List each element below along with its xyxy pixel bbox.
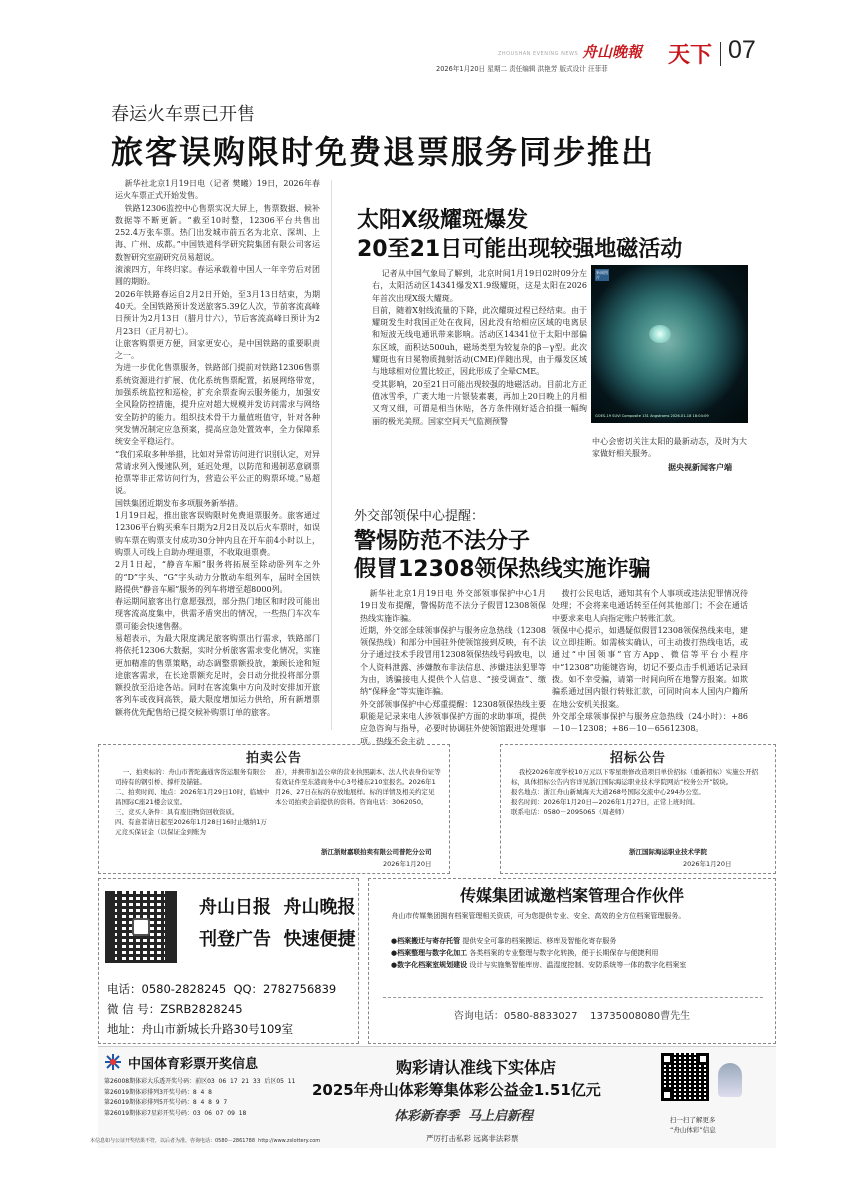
- image-caption: GOES-19 SUVI Composite 131 Angstroms 2026-01-18 18:04:09: [595, 414, 709, 418]
- tender-notice: [500, 744, 776, 874]
- lottery-ad-line2: 2025年舟山体彩筹集体彩公益金1.51亿元: [312, 1081, 601, 1099]
- dateline: 2026年1月20日 星期二 责任编辑 洪艳芳 版式设计 汪菲菲: [436, 65, 608, 73]
- archive-item: ●档案整理与数字化加工 各类档案的专业整理与数字化转换，便于长期保存与便捷利用: [391, 949, 659, 957]
- article1-headline: 旅客误购限时免费退票服务同步推出: [111, 133, 656, 171]
- article1-kicker: 春运火车票已开售: [111, 104, 255, 125]
- lottery-disclaimer: 本信息如与公证开奖结果不符，以后者为准。咨询电话：0580－2861788 http://www.zslottery.com: [90, 1138, 321, 1144]
- archive-items: [391, 935, 767, 971]
- qr-caption-2: “舟山体彩”信息: [670, 1126, 716, 1134]
- article2-headline-line1: 太阳X级耀斑爆发: [357, 208, 528, 233]
- auction-signer: 浙江浙财嘉联拍卖有限公司普陀分公司: [321, 848, 432, 856]
- tender-title: 招标公告: [609, 751, 666, 766]
- archive-ad: [368, 878, 776, 1044]
- tender-body: 我校2026年度学校10万元以下零星维修改造项目单价招标（重新招标）实施公开招标，具体招标公告内容详见浙江国际海运职业技术学院网站“校务公开”版块。 报名地点：浙江舟山新城海天大道268号国际交流中心294办公室。 报名时间：2026年1月20日—2026年1月27日，正常上班时间。 联系电话：0580－2095065（周老师）: [511, 768, 759, 816]
- article3-headline-line2: 假冒12308领保热线实施诈骗: [354, 557, 651, 582]
- page-header: [436, 36, 786, 73]
- qr-corner: [661, 1053, 673, 1065]
- column-divider: [331, 180, 332, 730]
- article2-credit: 据央视新闻客户端: [668, 463, 732, 472]
- paper-phone: 电话：0580-2828245 QQ：2782756839: [107, 982, 337, 996]
- article2-headline-line2: 20至21日可能出现较强地磁活动: [357, 237, 683, 262]
- tender-date: 2026年1月20日: [683, 860, 732, 868]
- article1-body-block: [115, 178, 320, 719]
- lottery-ad-line3: 体彩新春季 马上启新程: [394, 1109, 534, 1124]
- lottery-result-line: 第26008期体彩大乐透开奖号码：前区03 06 17 21 33 后区05 11: [104, 1078, 296, 1085]
- article3-headline-line1: 警惕防范不法分子: [354, 529, 531, 554]
- article2-body-tail: 中心会密切关注太阳的最新动态，及时为大家做好相关服务。: [592, 437, 747, 459]
- auction-date: 2026年1月20日: [383, 860, 432, 868]
- article3-kicker: 外交部领保中心提醒：: [354, 509, 485, 524]
- lottery-result-line: 第26019期体彩7星彩开奖号码：03 06 07 09 18: [104, 1109, 247, 1117]
- lottery-logo-icon: [104, 1053, 122, 1071]
- qr-center-logo: [132, 918, 150, 936]
- article1-lead: 新华社北京1月19日电（记者 樊曦）19日，2026年春运火车票正式开始发售。: [115, 179, 320, 201]
- newspaper-ad: [98, 878, 359, 1044]
- lottery-result-line: 第26019期体彩排列5开奖号码：8 4 8 9 7: [104, 1099, 228, 1106]
- qr-caption-1: 扫一扫了解更多: [670, 1116, 716, 1124]
- auction-notice: [98, 744, 450, 874]
- paper-slogan-2: 刊登广告 快速便捷: [199, 929, 356, 950]
- lottery-ad-line1: 购彩请认准线下实体店: [396, 1058, 557, 1077]
- site-english-name: ZHOUSHAN EVENING NEWS: [498, 51, 579, 57]
- paper-slogan-1: 舟山日报 舟山晚报: [199, 897, 356, 918]
- tender-signer: 浙江国际海运职业技术学院: [629, 848, 707, 856]
- article2-body: 记者从中国气象局了解到，北京时间1月19日02时09分左右，太阳活动区14341爆发X1.9级耀斑，这是太阳在2026年首次出现X级大耀斑。 目前，随着X射线流量的下降，此次耀斑过程已经结束。由于耀斑发生时我国正处在夜间，因此没有给相应区域的电离层和短波无线电通讯带来影响。活动区14341位于太阳中部偏东区域，面积达500uh，磁场类型为较复杂的β－γ型。此次耀斑也有日冕物质抛射活动(CME)伴随出现，由于爆发区域与地球相对位置比较正，因此形成了全晕CME。 受其影响，20至21日可能出现较强的地磁活动。目前北方正值冰雪季，广袤大地一片银装素裹，再加上20日晚上的月相又弯又细，可谓是相当休贴，各方条件刚好适合拍摄一幅绚丽的极光美照。国家空间天气监测预警: [372, 269, 587, 426]
- header-divider: [720, 42, 721, 66]
- auction-col1: 一、拍卖标的：舟山市普陀鑫通客货运服务有限公司持有的钢引桥、撑杆及锚链。 二、拍卖时间、地点：2026年1月29日10时，临城中昌国际C座21楼会议室。 三、竞买人条件：具有废旧物资回收资质。 四、有意者请日起至2026年1月28日16时止缴纳1万元竞买保证金（以保证金到账为: [115, 768, 270, 836]
- article1-body: 铁路12306监控中心售票实况大屏上，售票数据、候补数据等不断更新。“截至10时整，12306平台共售出252.4万张车票。热门出发城市前五名为北京、深圳、上海、广州、成都。”中国铁道科学研究院集团有限公司客运数智研究室副研究员易超说。 滚滚四方，年终归家。春运承载着中国人一年辛劳后对团圆的期盼。 2026年铁路春运自2月2日开始，至3月13日结束，为期40天。全国铁路预计发送旅客5.39亿人次，节前客流高峰日预计为2月13日（腊月廿六），节后客流高峰日预计为2月23日（正月初七）。 让旅客购票更方便，回家更安心，是中国铁路的重要职责之一。 为进一步优化售票服务，铁路部门提前对铁路12306售票系统资源进行扩展、优化系统售票配置，拓展网络带宽，加强系统监控和巡检，扩充余票查询云服务能力，加强安全风险防控措施，提升应对超大规模并发访问需求与网络安全防护的能力。组织技术骨干力量值班值守，针对各种突发情况制定应急预案，提高应急处置效率，全力保障系统安全平稳运行。 “我们采取多种举措，比如对异常访问进行识别认定，对异常请求列入慢速队列，延迟处理，以防范和遏制恶意刷票抢票等非正常访问行为，营造公平公正的购票环境。”易超说。 国铁集团近期发布多项服务新举措。 1月19日起，推出旅客误购限时免费退票服务。旅客通过12306平台购买乘车日期为2月2日及以后火车票时，如误购车票在购票支付成功30分钟内且在开车前4小时以上，购票人可线上自助办理退票，不收取退票费。 2月1日起，“静音车厢”服务将拓展至除动卧列车之外的“D”字头、“G”字头动力分散动车组列车，届时全国铁路提供“静音车厢”服务的列车将增至超8000列。 春运期间旅客出行意愿强烈，部分热门地区和时段可能出现客流高度集中，供需矛盾突出的情况，一些热门车次车票可能会快速售罄。 易超表示，为最大限度满足旅客购票出行需求，铁路部门将依托12306大数据，实时分析旅客需求变化情况，实施更加精准的售票策略，动态调整票额投放，兼顾长途和短途旅客需求，在长途票额充足时，会日动分批投将部分票额投放至沿途各站。同时在客流集中方向及时安排加开旅客列车或夜间高铁，最大限度增加运力供给，所有新增票额将优先配售给已提交候补购票订单的旅客。: [115, 203, 320, 717]
- archive-title: 传媒集团诚邀档案管理合作伙伴: [459, 886, 684, 905]
- qr-corner: [697, 1053, 709, 1065]
- article3-col2: 拨打公民电话，通知其有个人事项或违法犯罪情况待处理；不会将来电通话转至任何其他部门；不会在通话中要求来电人向指定账户转账汇款。 领保中心提示，如遇疑似假冒12308领保热线来电，建议立即挂断。如需核实确认，可主动拨打热线电话，或通过“中国领事”官方App、微信等平台小程序中“12308”功能键咨询，切记不要点击手机通话记录回拨。如不幸受骗，请第一时间向所在地警方报案。如欺骗系通过国内银行转账汇款，可同时向本人国内户籍所在地公安机关报案。 外交部全球领事保护与服务应急热线（24小时）：+86－10－12308；+86－10－65612308。: [552, 589, 748, 734]
- page-number: 07: [728, 36, 756, 64]
- archive-item: ●数字化档案室规划建设 设计与实施集智能库房、温湿度控制、安防系统等一体的数字化档案室: [391, 961, 687, 969]
- paper-address: 地址：舟山市新城长升路30号109室: [107, 1022, 294, 1036]
- newspaper-logo: 舟山晚報: [582, 43, 643, 61]
- lottery-mascot-icon: [718, 1063, 742, 1097]
- sun-flare-spot: [649, 325, 671, 343]
- lottery-title: 中国体育彩票开奖信息: [128, 1057, 259, 1072]
- archive-item: ●档案搬迁与寄存托管 提供安全可靠的档案搬运、移库及智能化寄存服务: [391, 937, 617, 945]
- qr-code-paper: [105, 891, 177, 963]
- sun-image: [591, 265, 748, 423]
- paper-wechat: 微 信 号：ZSRB2828245: [107, 1002, 243, 1016]
- auction-col2: 准），并携带加盖公章的营业执照副本、法人代表身份证等有效证件至东港商务中心3号楼东210室报名。2026年1月26、27日在标的存放地展样。标的详情及相关约定见本公司拍卖会前提供的资料。咨询电话：3062050。: [275, 768, 441, 806]
- article3-col1: 新华社北京1月19日电 外交部领事保护中心1月19日发布提醒，警惕防范不法分子假冒12308领保热线实施诈骗。 近期，外交部全球领事保护与服务应急热线（12308领保热线）和部分中国驻外使领馆接到反映，有不法分子通过技术手段冒用12308领保热线号码致电，以个人资料泄露、涉嫌散布非法信息、涉嫌违法犯罪等为由，诱骗接电人提供个人信息、“接受调查”、缴纳“保释金”等实施诈骗。 外交部领事保护中心郑重提醒：12308领保热线主要职能是记录来电人涉领事保护方面的求助事项，提供应急咨询与指导，必要时协调驻外使领馆跟进处理事项。热线不会主动: [360, 589, 546, 746]
- qr-corner: [661, 1089, 673, 1101]
- archive-divider: [383, 997, 763, 998]
- archive-intro: 舟山市传媒集团拥有档案管理相关资质，可为您提供专业、安全、高效的全方位档案管理服务。: [391, 912, 686, 920]
- archive-contact: 咨询电话：0580-8833027 13735008080曹先生: [453, 1011, 691, 1022]
- lottery-ad-line4: 严厉打击私彩 远离非法彩票: [426, 1134, 519, 1143]
- qr-code-lottery: [661, 1053, 709, 1101]
- section-name: 天下: [668, 42, 713, 68]
- lottery-result-line: 第26019期体彩排列3开奖号码：8 4 8: [104, 1088, 212, 1096]
- lottery-section: [90, 1046, 776, 1148]
- image-tag: 新闻图片: [596, 270, 608, 280]
- auction-title: 拍卖公告: [245, 751, 302, 766]
